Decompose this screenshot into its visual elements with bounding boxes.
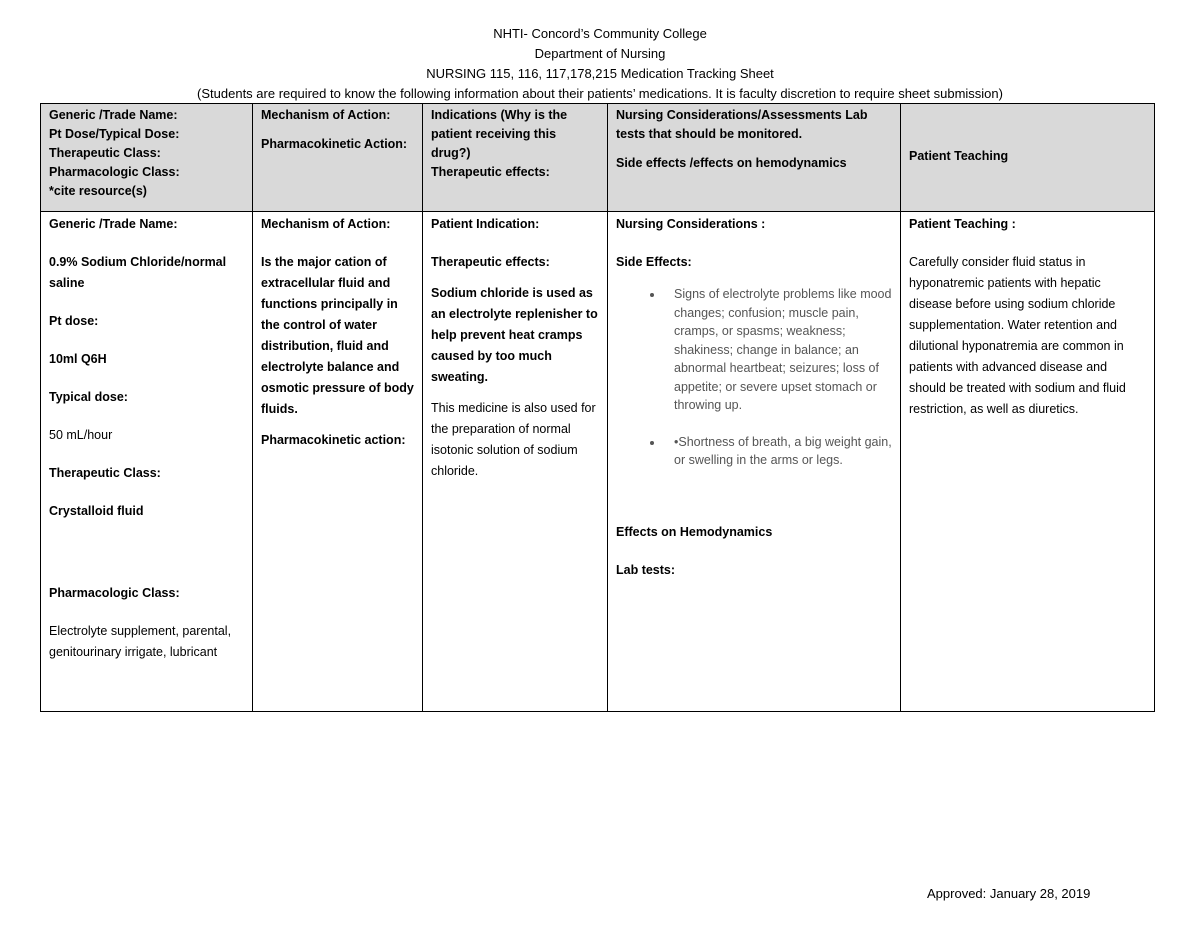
table-body-row	[41, 212, 1155, 712]
label-lab-tests: Lab tests:	[616, 562, 676, 577]
body-cell-indications	[423, 212, 608, 712]
mechanism-value: Is the major cation of extracellular fluid and functions principally in the control of water distribution, fluid and electrolyte balance and osmotic pressure of body fluids.	[261, 255, 414, 416]
header-cell-drug-info: Generic /Trade Name: Pt Dose/Typical Dose: Therapeutic Class: Pharmacologic Class: *cite resource(s)	[41, 104, 253, 212]
header-cell-teaching: Patient Teaching	[901, 104, 1155, 212]
label-mechanism: Mechanism of Action:	[261, 217, 391, 231]
pt-dose-value: 10ml Q6H	[49, 352, 107, 366]
medication-tracking-table	[40, 103, 1155, 712]
approval-date: Approved: January 28, 2019	[927, 886, 1091, 901]
label-hemodynamics: Effects on Hemodynamics	[616, 524, 773, 539]
label-therapeutic-effects: Therapeutic effects:	[431, 255, 550, 269]
sheet-title: NURSING 115, 116, 117,178,215 Medication Tracking Sheet	[426, 66, 774, 81]
document-header	[0, 24, 1200, 104]
label-pharmacologic-class: Pharmacologic Class:	[49, 586, 180, 600]
therapeutic-effects-value: Sodium chloride is used as an electrolyte replenisher to help prevent heat cramps caused by too much sweating.	[431, 286, 598, 384]
label-patient-indication: Patient Indication:	[431, 217, 540, 231]
body-cell-drug-info	[41, 212, 253, 712]
label-pt-dose: Pt dose:	[49, 314, 99, 328]
body-cell-nursing	[608, 212, 901, 712]
typical-dose-value: 50 mL/hour	[49, 428, 113, 442]
label-therapeutic-class: Therapeutic Class:	[49, 466, 161, 480]
label-pharmacokinetic: Pharmacokinetic action:	[261, 433, 406, 447]
header-cell-mechanism: Mechanism of Action: Pharmacokinetic Action:	[253, 104, 423, 212]
list-item: • •Shortness of breath, a big weight gain, or swelling in the arms or legs.	[664, 433, 892, 470]
drug-name: 0.9% Sodium Chloride/normal saline	[49, 255, 227, 290]
department-name: Department of Nursing	[534, 46, 666, 61]
table-header-row	[41, 104, 1155, 212]
label-generic-name: Generic /Trade Name:	[49, 217, 178, 231]
college-name: NHTI- Concord’s Community College	[493, 26, 707, 41]
therapeutic-class-value: Crystalloid fluid	[49, 504, 144, 518]
header-cell-nursing: Nursing Considerations/Assessments Lab tests that should be monitored. Side effects /effects on hemodynamics	[608, 104, 901, 212]
side-effects-list	[616, 285, 892, 470]
label-patient-teaching: Patient Teaching :	[909, 217, 1016, 231]
label-side-effects: Side Effects:	[616, 255, 692, 269]
additional-use: This medicine is also used for the preparation of normal isotonic solution of sodium chloride.	[431, 401, 596, 478]
patient-teaching-value: Carefully consider fluid status in hyponatremic patients with hepatic disease before using sodium chloride supplementation. Water retention and dilutional hyponatremia are common in patients with advanced disease and should be treated with sodium and fluid restriction, as well as diuretics.	[909, 255, 1126, 416]
header-cell-indications: Indications (Why is the patient receiving this drug?) Therapeutic effects:	[423, 104, 608, 212]
body-cell-mechanism	[253, 212, 423, 712]
body-cell-teaching	[901, 212, 1155, 712]
label-nursing-considerations: Nursing Considerations :	[616, 217, 766, 231]
label-typical-dose: Typical dose:	[49, 390, 128, 404]
list-item: • Signs of electrolyte problems like mood changes; confusion; muscle pain, cramps, or spasms; weakness; shakiness; change in balance; an abnormal heartbeat; seizures; loss of appetite; or severe upset stomach or throwing up.	[664, 285, 892, 415]
pharmacologic-class-value: Electrolyte supplement, parental, genitourinary irrigate, lubricant	[49, 624, 232, 659]
sheet-instructions: (Students are required to know the following information about their patients’ medications. It is faculty discretion to require sheet submission)	[197, 86, 1003, 101]
